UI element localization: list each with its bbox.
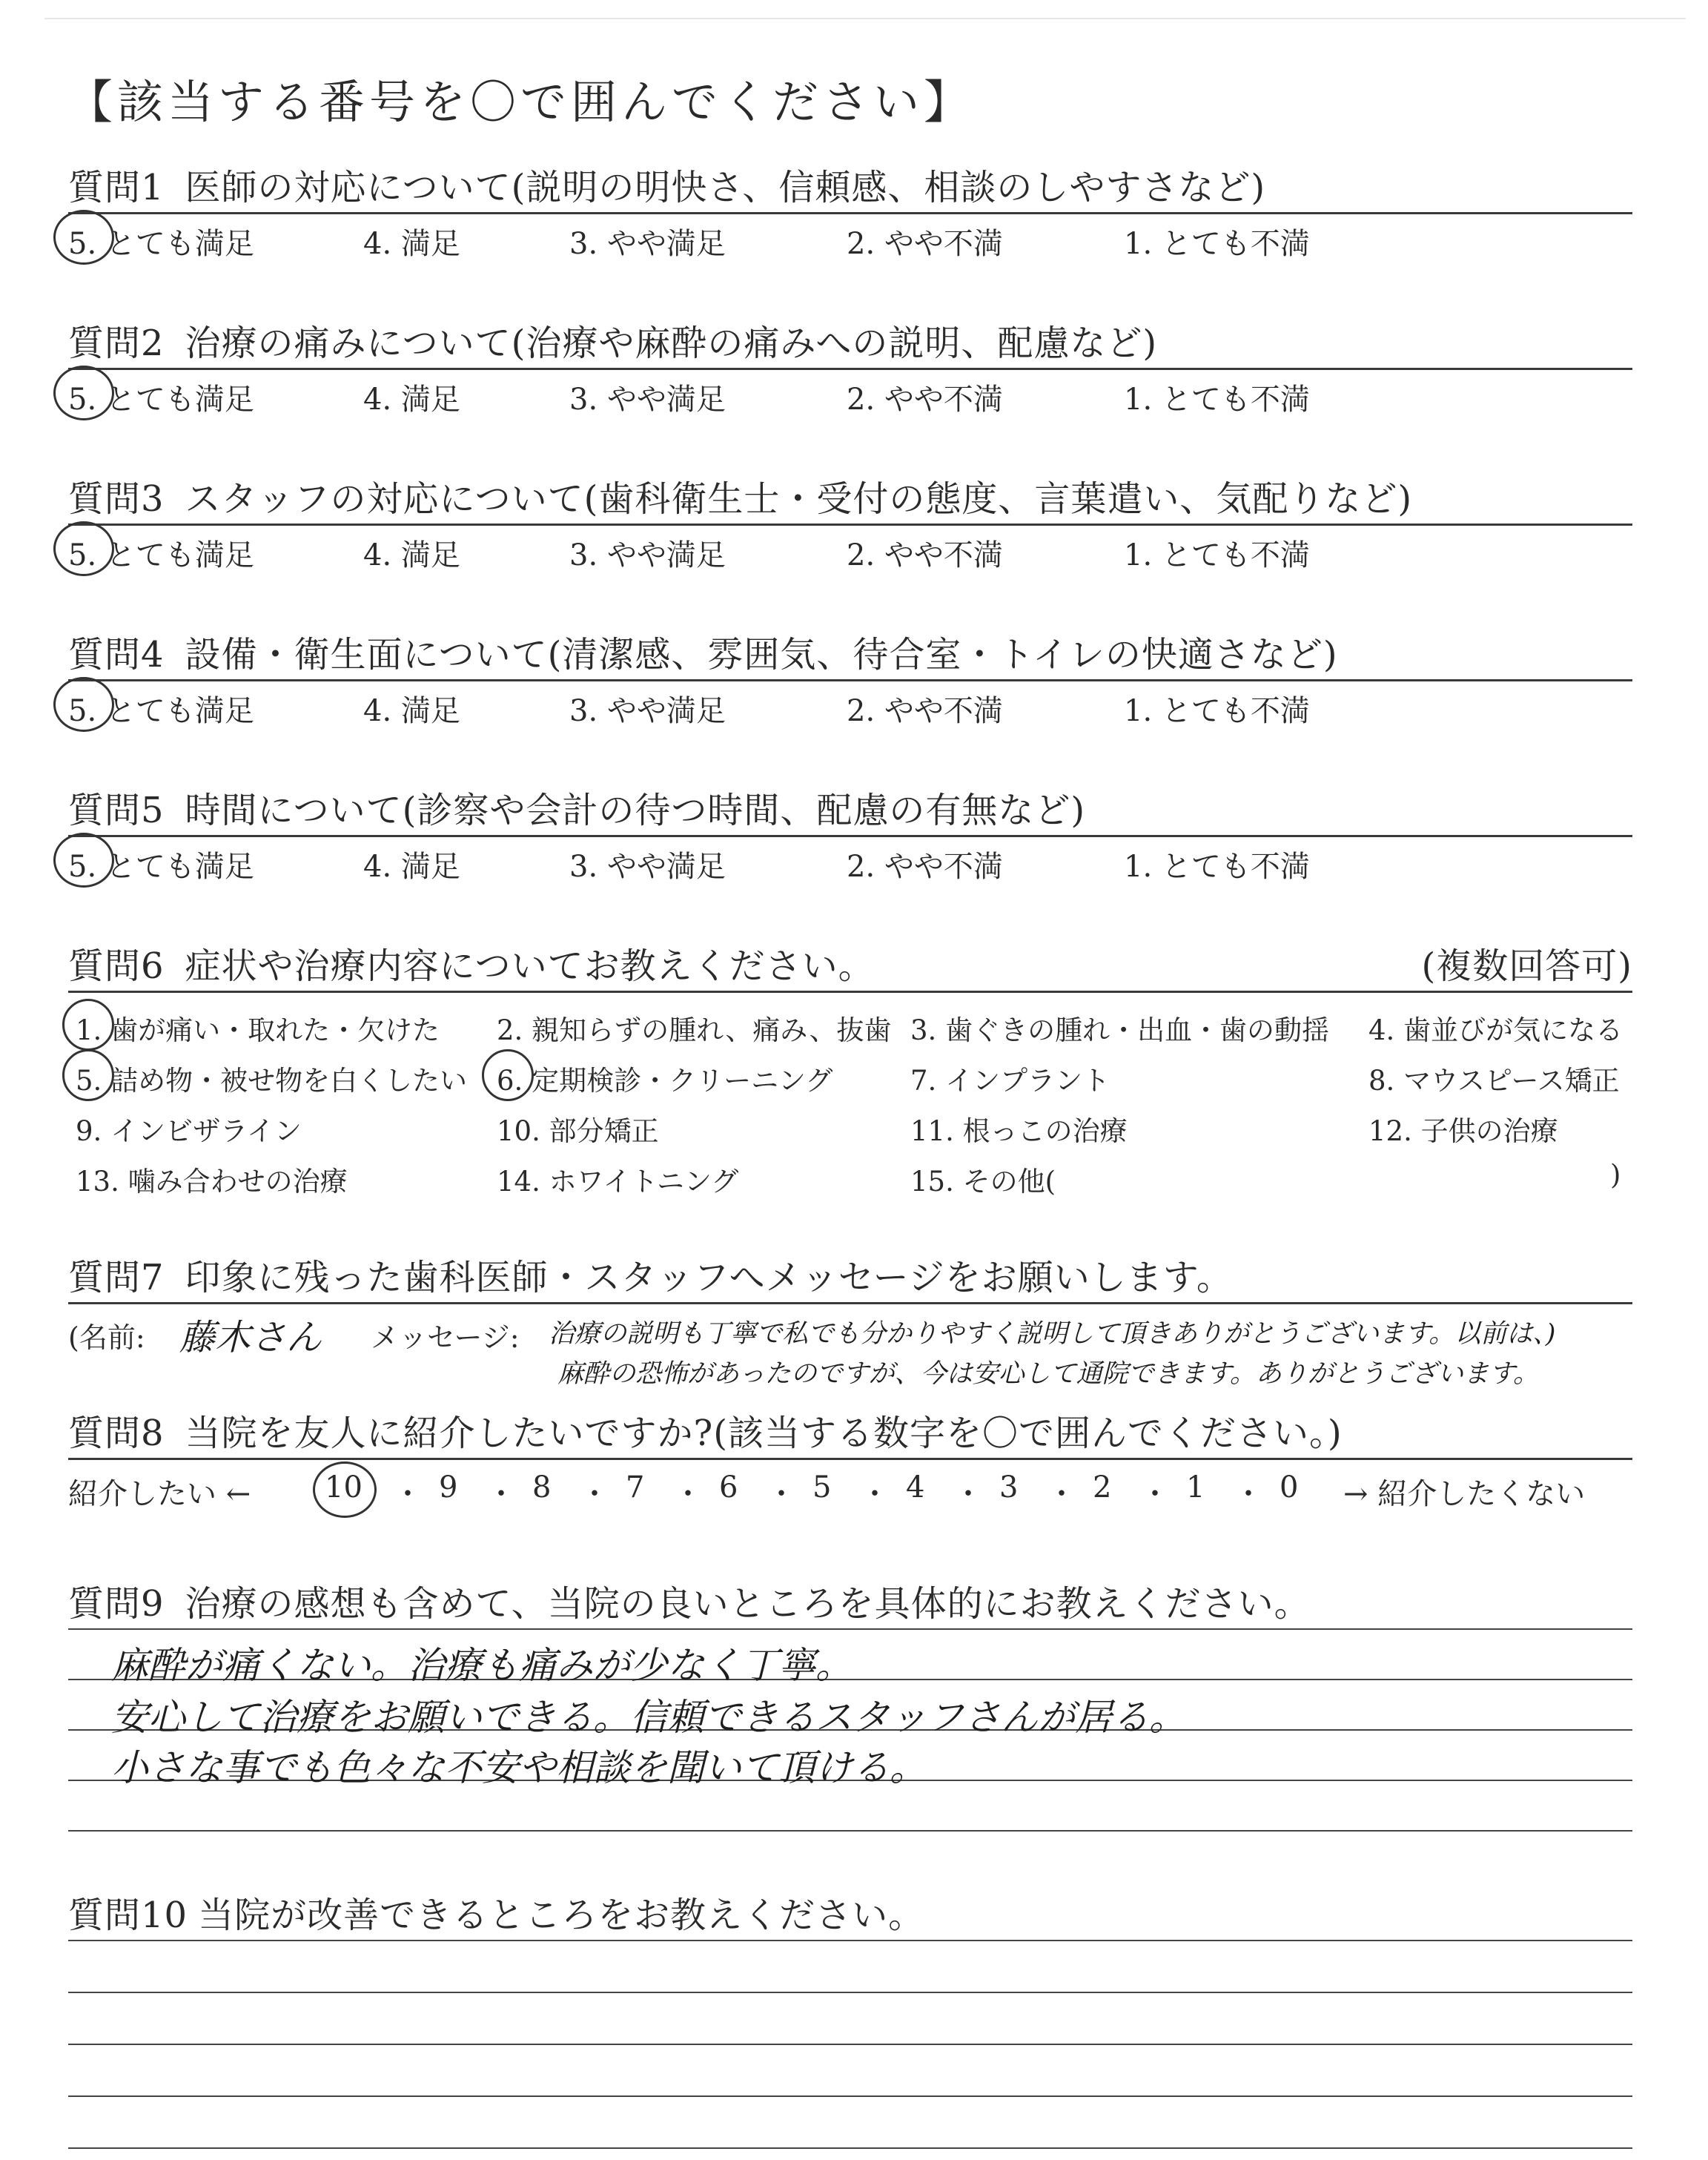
other-close-paren: )	[1610, 1159, 1621, 1191]
option-5[interactable]: 5. とても満足	[68, 850, 254, 884]
symptom-2[interactable]: 2. 親知らずの腫れ、痛み、抜歯	[497, 1014, 892, 1046]
option-1[interactable]: 1. とても不満	[1124, 227, 1310, 261]
symptom-7[interactable]: 7. インプラント	[910, 1065, 1110, 1097]
option-2[interactable]: 2. やや不満	[847, 227, 1003, 261]
selection-circle	[53, 833, 114, 888]
question-2	[68, 319, 1632, 415]
question-number: 質問5	[68, 790, 165, 831]
scale-2[interactable]: 2	[1093, 1470, 1112, 1505]
option-3[interactable]: 3. やや満足	[569, 383, 726, 417]
question-number: 質問7	[68, 1257, 165, 1298]
rating-options	[68, 681, 1632, 726]
question-number: 質問10	[68, 1895, 188, 1936]
rating-options	[68, 370, 1632, 415]
symptom-8[interactable]: 8. マウスピース矯正	[1368, 1065, 1620, 1097]
recommend-left-label: 紹介したい ←	[68, 1477, 251, 1511]
question-3	[68, 475, 1632, 570]
scale-dot: ・	[673, 1477, 703, 1511]
option-3[interactable]: 3. やや満足	[569, 850, 726, 884]
option-2[interactable]: 2. やや不満	[847, 694, 1003, 728]
option-4[interactable]: 4. 満足	[363, 227, 460, 261]
answer-rule	[68, 1992, 1632, 1993]
scale-10[interactable]: 10	[325, 1470, 363, 1505]
message-label: メッセージ:	[371, 1321, 520, 1354]
option-4[interactable]: 4. 満足	[363, 538, 460, 572]
question-text: 症状や治療内容についてお教えください。	[185, 945, 875, 987]
question-6	[68, 942, 1632, 1208]
question-number: 質問8	[68, 1413, 165, 1454]
selection-circle	[313, 1462, 377, 1518]
question-text: 治療の感想も含めて、当院の良いところを具体的にお教えください。	[185, 1583, 1311, 1625]
question-10	[68, 1891, 1632, 2150]
selection-circle	[53, 521, 114, 576]
symptom-1[interactable]: 1. 歯が痛い・取れた・欠けた	[76, 1014, 440, 1046]
message-line-2: 麻酔の恐怖があったのですが、今は安心して通院できます。ありがとうございます。	[557, 1359, 1540, 1389]
message-area	[68, 1304, 1632, 1393]
option-4[interactable]: 4. 満足	[363, 383, 460, 417]
scale-dot: ・	[1234, 1477, 1263, 1511]
question-text: 設備・衛生面について(清潔感、雰囲気、待合室・トイレの快適さなど)	[185, 634, 1338, 676]
page-top-border	[44, 18, 1686, 19]
symptom-11[interactable]: 11. 根っこの治療	[910, 1115, 1128, 1147]
symptom-5[interactable]: 5. 詰め物・被せ物を白くしたい	[76, 1065, 468, 1097]
name-value: 藤木さん	[179, 1317, 322, 1358]
symptom-15[interactable]: 15. その他(	[910, 1166, 1056, 1198]
message-line-1: 治療の説明も丁寧で私でも分かりやすく説明して頂きありがとうございます。以前は、)	[549, 1319, 1556, 1349]
selection-circle	[53, 677, 114, 732]
selection-circle	[53, 210, 114, 265]
scale-dot: ・	[953, 1477, 983, 1511]
symptom-13[interactable]: 13. 噛み合わせの治療	[76, 1166, 348, 1198]
question-number: 質問4	[68, 634, 165, 676]
selection-circle	[62, 999, 114, 1051]
answer-rule	[68, 1830, 1632, 1832]
question-7	[68, 1253, 1632, 1393]
symptom-9[interactable]: 9. インビザライン	[76, 1115, 302, 1147]
question-text: スタッフの対応について(歯科衛生士・受付の態度、言葉遣い、気配りなど)	[185, 478, 1413, 520]
answer-rule	[68, 2147, 1632, 2149]
question-5	[68, 786, 1632, 882]
option-4[interactable]: 4. 満足	[363, 694, 460, 728]
question-number: 質問3	[68, 478, 165, 520]
question-9	[68, 1579, 1632, 1846]
option-1[interactable]: 1. とても不満	[1124, 538, 1310, 572]
scale-dot: ・	[1140, 1477, 1170, 1511]
option-2[interactable]: 2. やや不満	[847, 538, 1003, 572]
scale-0[interactable]: 0	[1280, 1470, 1299, 1505]
rating-options	[68, 214, 1632, 259]
scale-7[interactable]: 7	[626, 1470, 645, 1505]
rating-options	[68, 526, 1632, 570]
scale-dot: ・	[767, 1477, 796, 1511]
symptom-options	[68, 993, 1632, 1208]
scale-6[interactable]: 6	[719, 1470, 738, 1505]
option-3[interactable]: 3. やや満足	[569, 538, 726, 572]
symptom-14[interactable]: 14. ホワイトニング	[497, 1166, 739, 1198]
symptom-4[interactable]: 4. 歯並びが気になる	[1368, 1014, 1623, 1046]
selection-circle	[62, 1049, 114, 1101]
scale-dot: ・	[580, 1477, 609, 1511]
scale-9[interactable]: 9	[439, 1470, 458, 1505]
question-8	[68, 1409, 1632, 1512]
question-number: 質問2	[68, 323, 165, 364]
question-text: 当院が改善できるところをお教えください。	[198, 1895, 925, 1936]
option-5[interactable]: 5. とても満足	[68, 383, 254, 417]
question-text: 治療の痛みについて(治療や麻酔の痛みへの説明、配慮など)	[185, 323, 1158, 364]
question-text: 印象に残った歯科医師・スタッフへメッセージをお願いします。	[185, 1257, 1233, 1298]
option-3[interactable]: 3. やや満足	[569, 227, 726, 261]
scale-1[interactable]: 1	[1186, 1470, 1205, 1505]
option-3[interactable]: 3. やや満足	[569, 694, 726, 728]
answer-rule	[68, 2044, 1632, 2045]
answer-line-1: 麻酔が痛くない。治療も痛みが少なく丁寧。	[111, 1644, 853, 1687]
selection-circle	[482, 1049, 534, 1101]
question-text: 時間について(診察や会計の待つ時間、配慮の有無など)	[185, 790, 1086, 831]
scale-5[interactable]: 5	[812, 1470, 832, 1505]
question-text: 当院を友人に紹介したいですか?(該当する数字を〇で囲んでください。)	[185, 1413, 1343, 1454]
answer-line-2: 安心して治療をお願いできる。信頼できるスタッフさんが居る。	[111, 1696, 1186, 1739]
answer-rule	[68, 1940, 1632, 1941]
symptom-6[interactable]: 6. 定期検診・クリーニング	[497, 1065, 833, 1097]
multiple-answer-note: (複数回答可)	[1421, 945, 1632, 987]
answer-rule	[68, 1628, 1632, 1630]
scale-dot: ・	[1047, 1477, 1076, 1511]
scale-dot: ・	[486, 1477, 516, 1511]
scale-3[interactable]: 3	[999, 1470, 1019, 1505]
recommend-scale	[68, 1460, 1632, 1512]
question-text: 医師の対応について(説明の明快さ、信頼感、相談のしやすさなど)	[185, 167, 1266, 208]
name-label: (名前:	[68, 1321, 145, 1354]
question-4	[68, 630, 1632, 726]
option-5[interactable]: 5. とても満足	[68, 538, 254, 572]
question-1	[68, 163, 1632, 259]
scale-dot: ・	[393, 1477, 423, 1511]
scale-dot: ・	[860, 1477, 890, 1511]
symptom-3[interactable]: 3. 歯ぐきの腫れ・出血・歯の動揺	[910, 1014, 1330, 1046]
option-1[interactable]: 1. とても不満	[1124, 850, 1310, 884]
option-2[interactable]: 2. やや不満	[847, 850, 1003, 884]
symptom-10[interactable]: 10. 部分矯正	[497, 1115, 659, 1147]
option-5[interactable]: 5. とても満足	[68, 694, 254, 728]
recommend-right-label: → 紹介したくない	[1343, 1477, 1586, 1511]
question-number: 質問1	[68, 167, 165, 208]
option-1[interactable]: 1. とても不満	[1124, 694, 1310, 728]
option-4[interactable]: 4. 満足	[363, 850, 460, 884]
option-1[interactable]: 1. とても不満	[1124, 383, 1310, 417]
question-number: 質問6	[68, 945, 165, 987]
option-2[interactable]: 2. やや不満	[847, 383, 1003, 417]
option-5[interactable]: 5. とても満足	[68, 227, 254, 261]
scale-4[interactable]: 4	[906, 1470, 925, 1505]
scale-8[interactable]: 8	[532, 1470, 552, 1505]
rating-options	[68, 837, 1632, 882]
answer-line-3: 小さな事でも色々な不安や相談を聞いて頂ける。	[111, 1746, 927, 1789]
symptom-12[interactable]: 12. 子供の治療	[1368, 1115, 1558, 1147]
question-number: 質問9	[68, 1583, 165, 1625]
answer-rule	[68, 2095, 1632, 2097]
form-title: 【該当する番号を〇で囲んでください】	[67, 75, 975, 129]
selection-circle	[53, 366, 114, 420]
